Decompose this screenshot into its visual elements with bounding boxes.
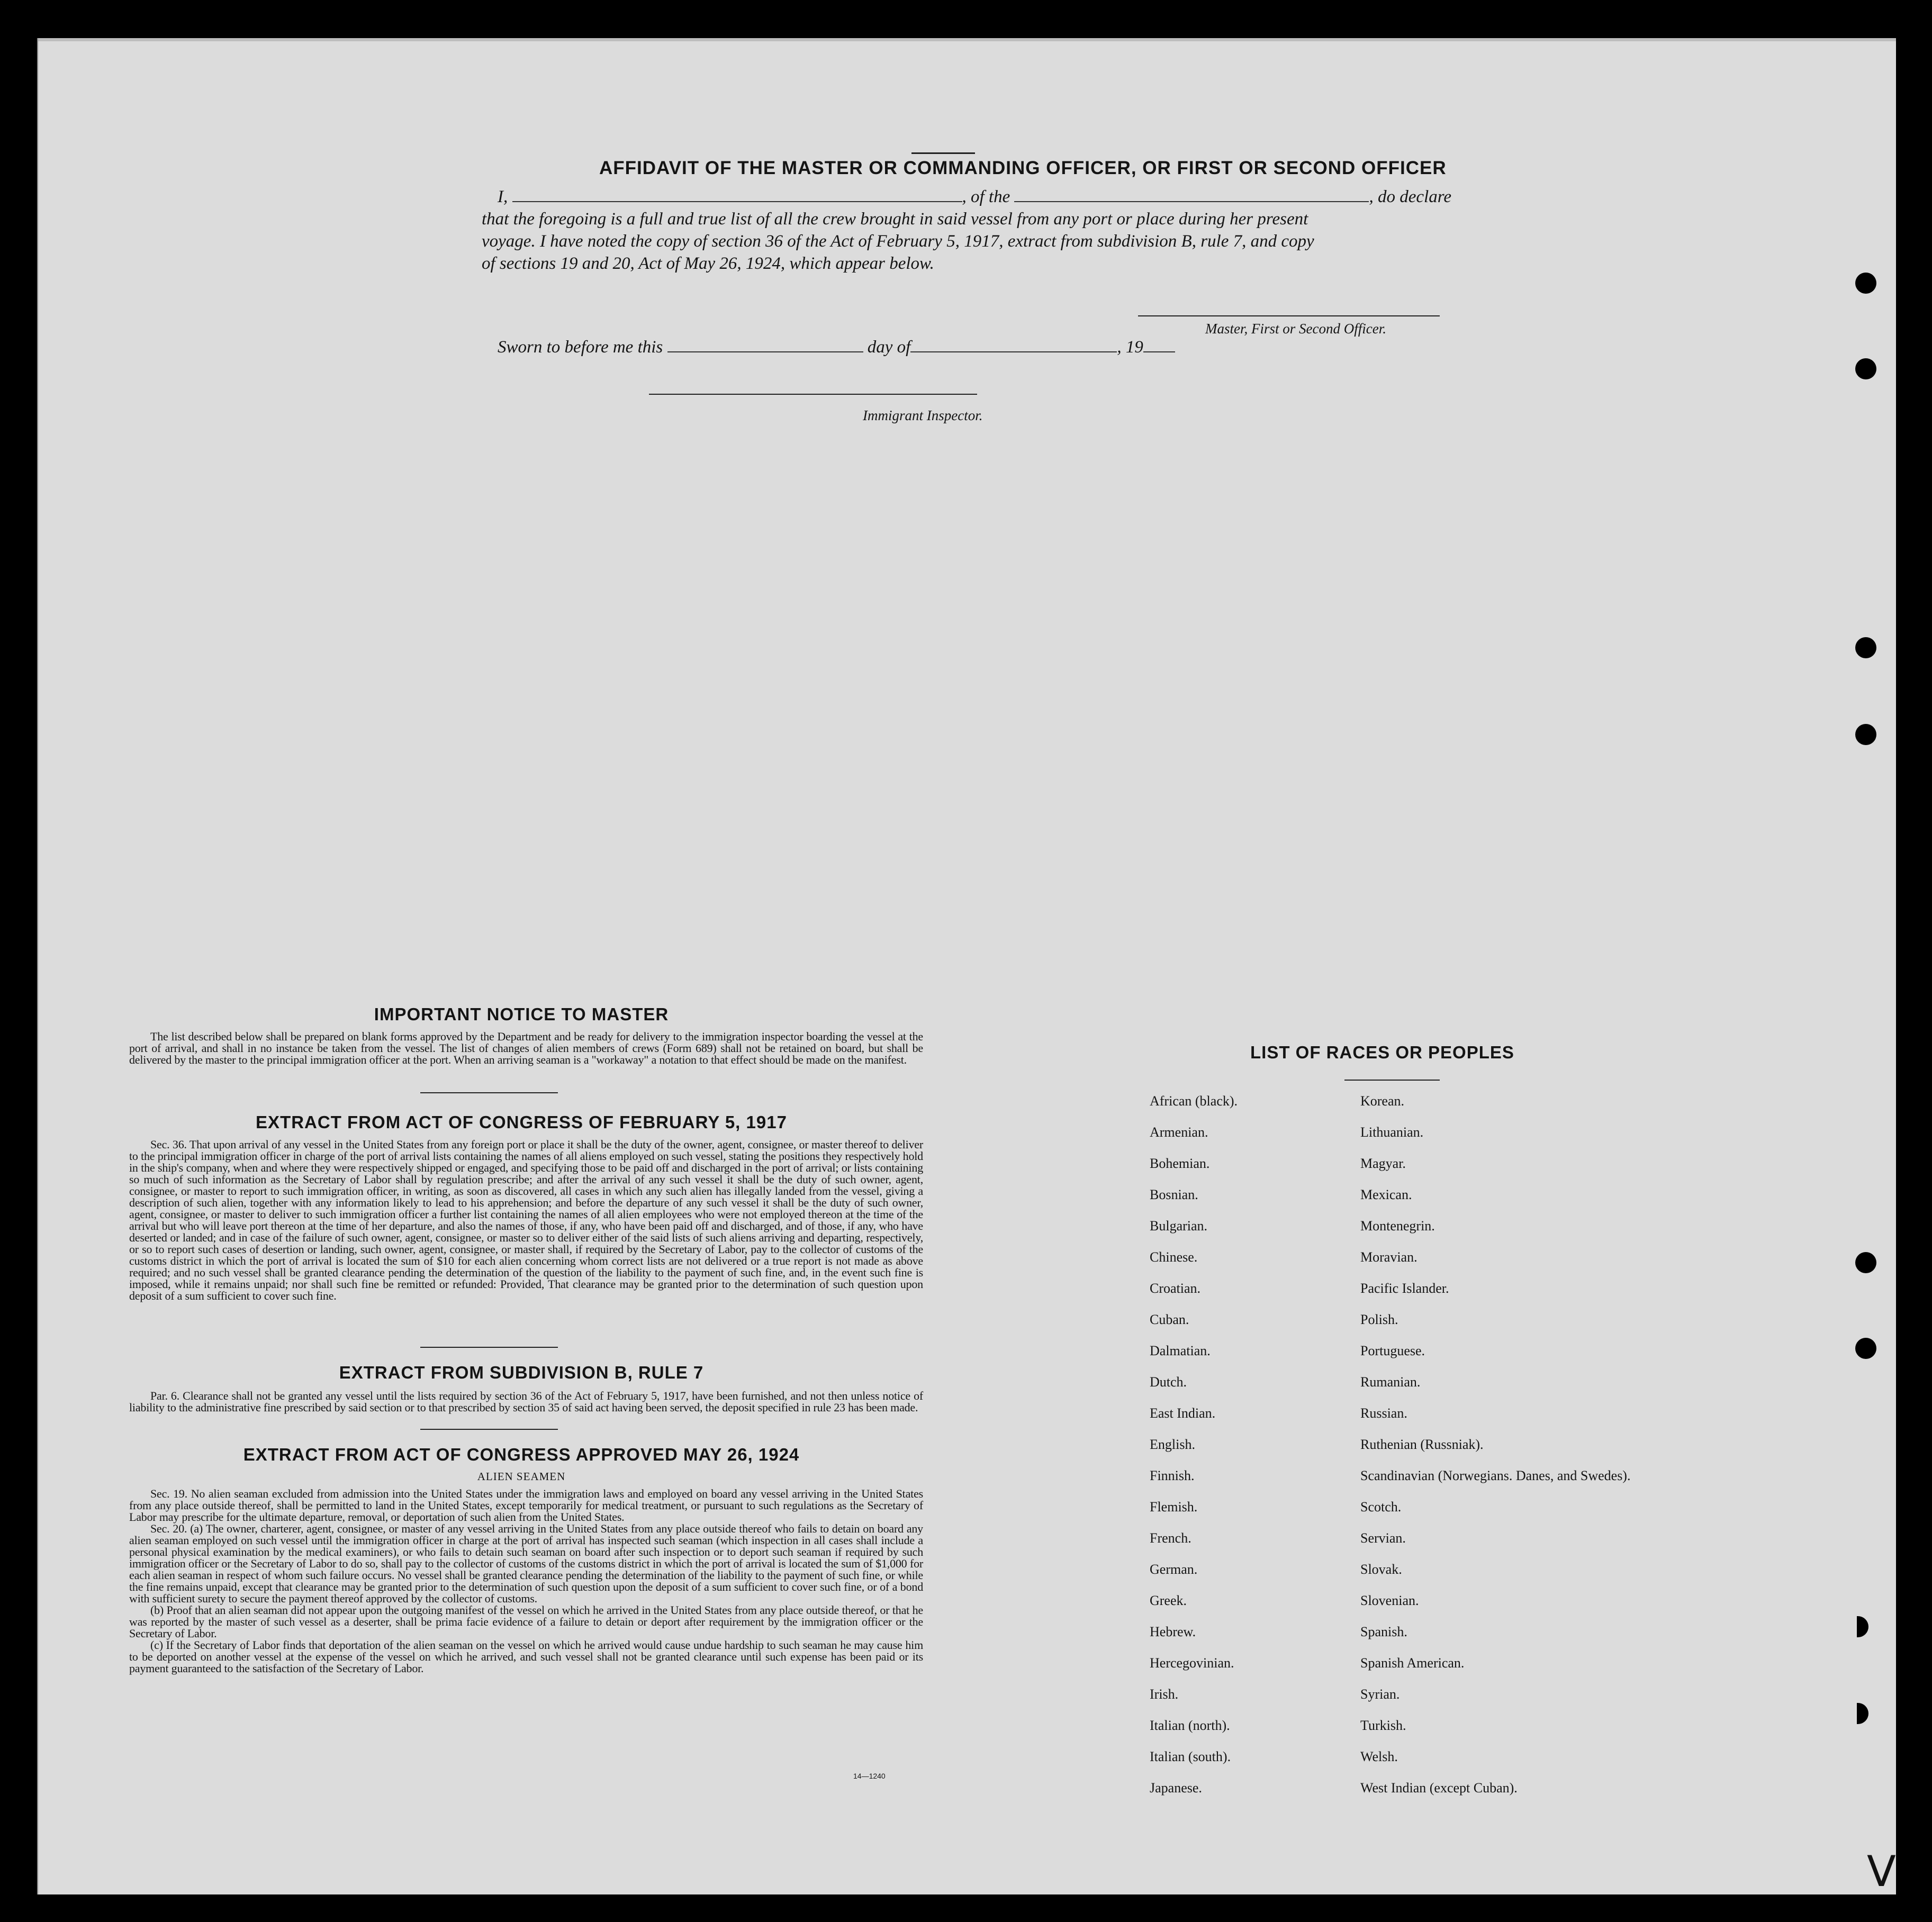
race-item: Chinese.	[1150, 1249, 1198, 1265]
binder-hole	[1855, 358, 1876, 379]
race-item: Lithuanian.	[1360, 1125, 1424, 1140]
binder-hole	[1855, 637, 1876, 658]
inspector-signature-line[interactable]	[649, 394, 977, 395]
race-item: Turkish.	[1360, 1718, 1406, 1733]
race-item: Hebrew.	[1150, 1624, 1196, 1639]
race-item: Polish.	[1360, 1312, 1398, 1327]
race-item: Portuguese.	[1360, 1343, 1425, 1358]
day-of-text: day of	[867, 338, 911, 357]
race-item: Spanish.	[1360, 1624, 1407, 1639]
race-item: East Indian.	[1150, 1406, 1216, 1421]
race-item: Italian (south).	[1150, 1749, 1231, 1764]
race-item: Pacific Islander.	[1360, 1281, 1449, 1296]
binder-hole	[1855, 273, 1876, 294]
alien-seamen-subtitle: ALIEN SEAMEN	[477, 1470, 566, 1483]
race-item: Montenegrin.	[1360, 1218, 1435, 1234]
affidavit-of-the: , of the	[962, 187, 1010, 206]
race-item: Flemish.	[1150, 1499, 1198, 1515]
race-item: Russian.	[1360, 1406, 1407, 1421]
race-item: Bulgarian.	[1150, 1218, 1208, 1234]
affidavit-line-2: that the foregoing is a full and true list of all the crew brought in said vessel from any port or place during her present	[482, 210, 1308, 229]
sworn-line	[498, 338, 1175, 357]
extract-1924-text	[129, 1488, 923, 1674]
affidavit-declare: , do declare	[1369, 187, 1451, 206]
affidavit-title: AFFIDAVIT OF THE MASTER OR COMMANDING OFFICER, OR FIRST OR SECOND OFFICER	[599, 158, 1447, 178]
form-number: 14—1240	[853, 1772, 886, 1780]
race-item: Irish.	[1150, 1687, 1179, 1702]
extract-1924-title: EXTRACT FROM ACT OF CONGRESS APPROVED MAY 26, 1924	[243, 1445, 800, 1464]
notice-title: IMPORTANT NOTICE TO MASTER	[374, 1004, 669, 1024]
race-item: Japanese.	[1150, 1780, 1202, 1796]
race-item: French.	[1150, 1530, 1191, 1546]
document-page	[37, 38, 1896, 1894]
race-item: Korean.	[1360, 1093, 1405, 1109]
divider	[420, 1429, 558, 1430]
year-text: , 19	[1117, 338, 1143, 357]
race-item: Croatian.	[1150, 1281, 1201, 1296]
race-item: Rumanian.	[1360, 1374, 1421, 1390]
race-item: Ruthenian (Russniak).	[1360, 1437, 1484, 1452]
section-20b-paragraph: (b) Proof that an alien seaman did not appear upon the outgoing manifest of the vessel on which he arrived in the United States from any place outside thereof, or that he was reported by the master of such vessel as a deserter, shall be prima facie evidence of a failure to detain or deport after requirement by the immigration officer or the Secretary of Labor.	[129, 1603, 923, 1640]
notice-text	[129, 1031, 923, 1066]
extract-1917-title: EXTRACT FROM ACT OF CONGRESS OF FEBRUARY 5, 1917	[256, 1112, 787, 1132]
race-item: Servian.	[1360, 1530, 1406, 1546]
race-item: Moravian.	[1360, 1249, 1418, 1265]
notice-paragraph: The list described below shall be prepared on blank forms approved by the Department and be ready for delivery to the immigration inspector boarding the vessel at the port of arrival, and shall in no instance be taken from the vessel. The list of changes of alien members of crews (Form 689) shall not be retained on board, but shall be delivered by the master to the principal immigration officer at the port. When an arriving seaman is a "workaway" a notation to that effect should be made on the manifest.	[129, 1030, 923, 1066]
divider	[420, 1092, 558, 1093]
par-6-paragraph: Par. 6. Clearance shall not be granted any vessel until the lists required by section 36 of the Act of February 5, 1917, have been furnished, and not then unless notice of liability to the administrative fine prescribed by said section or to that prescribed by section 35 of said act having been served, the deposit specified in rule 23 has been made.	[129, 1389, 923, 1414]
race-item: Syrian.	[1360, 1687, 1400, 1702]
rule-7-text	[129, 1390, 923, 1413]
race-item: Spanish American.	[1360, 1655, 1465, 1671]
binder-hole	[1857, 1703, 1868, 1724]
race-item: Italian (north).	[1150, 1718, 1230, 1733]
affidavit-line-4: of sections 19 and 20, Act of May 26, 1924, which appear below.	[482, 254, 934, 273]
rule-7-title: EXTRACT FROM SUBDIVISION B, RULE 7	[339, 1363, 704, 1382]
race-item: Mexican.	[1360, 1187, 1412, 1202]
section-19-paragraph: Sec. 19. No alien seaman excluded from admission into the United States under the immigration laws and employed on board any vessel arriving in the United States from any place outside thereof, shall be permitted to land in the United States, except temporarily for medical treatment, or pursuant to such regulations as the Secretary of Labor may prescribe for the ultimate departure, removal, or deportation of such alien from the United States.	[129, 1487, 923, 1524]
race-item: Armenian.	[1150, 1125, 1208, 1140]
section-20a-paragraph: Sec. 20. (a) The owner, charterer, agent, consignee, or master of any vessel arriving in the United States from any place outside thereof who fails to detain on board any alien seaman employed on such vessel until the immigration officer in charge at the port of arrival has inspected such seaman (which inspection in all cases shall include a personal physical examination by the medical examiners), or who fails to detain such seaman on board after such inspection or to deport such seaman if required by such immigration officer or the Secretary of Labor to do so, shall pay to the collector of customs of the customs district in which the port of arrival is located the sum of $1,000 for each alien seaman in respect of whom such failure occurs. No vessel shall be granted clearance pending the determination of the liability to the payment of such fine, or while the fine remains unpaid, except that clearance may be granted prior to the determination of such question upon the deposit of a sum sufficient to cover such fine, or of a bond with sufficient surety to secure the payment thereof approved by the collector of customs.	[129, 1522, 923, 1605]
master-signature-line[interactable]	[1138, 315, 1440, 316]
race-item: Slovenian.	[1360, 1593, 1419, 1608]
divider	[420, 1347, 558, 1348]
races-title: LIST OF RACES OR PEOPLES	[1250, 1042, 1514, 1062]
race-item: Slovak.	[1360, 1562, 1402, 1577]
races-right-column	[1360, 1093, 1630, 1811]
binder-hole	[1855, 1338, 1876, 1359]
race-item: Dalmatian.	[1150, 1343, 1211, 1358]
vessel-blank[interactable]	[1014, 198, 1369, 202]
inspector-caption: Immigrant Inspector.	[863, 407, 983, 423]
race-item: English.	[1150, 1437, 1195, 1452]
race-item: Welsh.	[1360, 1749, 1398, 1764]
day-blank[interactable]	[667, 348, 863, 352]
race-item: Greek.	[1150, 1593, 1187, 1608]
section-36-paragraph: Sec. 36. That upon arrival of any vessel in the United States from any foreign port or place it shall be the duty of the owner, agent, consignee, or master thereof to deliver to the principal immigration officer in charge of the port of arrival lists containing the names of all aliens employed on such vessel, stating the positions they respectively hold in the ship's company, when and where they were respectively shipped or engaged, and specifying those to be paid off and discharged in the port of arrival; or lists containing so much of such information as the Secretary of Labor shall by regulation prescribe; and after the arrival of any such vessel it shall be the duty of such owner, agent, consignee, or master to report to such immigration officer, in writing, as soon as discovered, all cases in which any such alien has illegally landed from the vessel, giving a description of such alien, together with any information likely to lead to his apprehension; and before the departure of any such vessel it shall be the duty of such owner, agent, consignee, or master to deliver to such immigration officer a further list containing the names of all alien employees who were not employed thereon at the time of the arrival but who will leave port thereon at the time of her departure, and also the names of those, if any, who have been paid off and discharged, and of those, if any, who have deserted or landed; and in case of the failure of such owner, agent, consignee, or master so to deliver either of the said lists of such aliens arriving and departing, respectively, or so to report such cases of desertion or landing, such owner, agent, consignee, or master shall, if required by the Secretary of Labor, pay to the collector of customs of the customs district in which the port of arrival is located the sum of $10 for each alien concerning whom correct lists are not delivered or a true report is not made as above required; and no such vessel shall be granted clearance pending the determination of the question of the liability to the payment of such fine, and, in the event such fine is imposed, while it remains unpaid; nor shall such fine be remitted or refunded: Provided, That clearance may be granted prior to the determination of such question upon deposit of a sum sufficient to cover such fine.	[129, 1138, 923, 1302]
binder-hole	[1855, 724, 1876, 745]
handwritten-page-mark: V	[1867, 1847, 1896, 1896]
race-item: Finnish.	[1150, 1468, 1195, 1483]
name-blank[interactable]	[512, 198, 962, 202]
sworn-text: Sworn to before me this	[498, 338, 663, 357]
races-left-column	[1150, 1093, 1238, 1811]
binder-hole	[1855, 1252, 1876, 1273]
race-item: Magyar.	[1360, 1156, 1406, 1171]
race-item: Cuban.	[1150, 1312, 1189, 1327]
race-item: Dutch.	[1150, 1374, 1187, 1390]
race-item: German.	[1150, 1562, 1198, 1577]
affidavit-line-1	[498, 187, 1451, 207]
race-item: West Indian (except Cuban).	[1360, 1780, 1518, 1796]
race-item: African (black).	[1150, 1093, 1238, 1109]
divider	[1344, 1080, 1440, 1081]
race-item: Bohemian.	[1150, 1156, 1210, 1171]
master-caption: Master, First or Second Officer.	[1205, 321, 1386, 337]
month-blank[interactable]	[910, 348, 1117, 352]
binder-hole	[1857, 1616, 1868, 1637]
race-item: Hercegovinian.	[1150, 1655, 1234, 1671]
divider	[911, 152, 975, 154]
affidavit-line-3: voyage. I have noted the copy of section 36 of the Act of February 5, 1917, extract from subdivision B, rule 7, and copy	[482, 232, 1314, 251]
year-blank[interactable]	[1143, 348, 1175, 352]
race-item: Scotch.	[1360, 1499, 1402, 1515]
section-20c-paragraph: (c) If the Secretary of Labor finds that deportation of the alien seaman on the vessel on which he arrived would cause undue hardship to such seaman he may cause him to be deported on another vessel at the expense of the vessel on which he arrived, and such vessel shall not be granted clearance until such expense has been paid or its payment guaranteed to the satisfaction of the Secretary of Labor.	[129, 1638, 923, 1675]
race-item: Bosnian.	[1150, 1187, 1198, 1202]
affidavit-i: I,	[498, 187, 508, 206]
race-item: Scandinavian (Norwegians. Danes, and Swedes).	[1360, 1468, 1631, 1483]
extract-1917-text	[129, 1139, 923, 1302]
